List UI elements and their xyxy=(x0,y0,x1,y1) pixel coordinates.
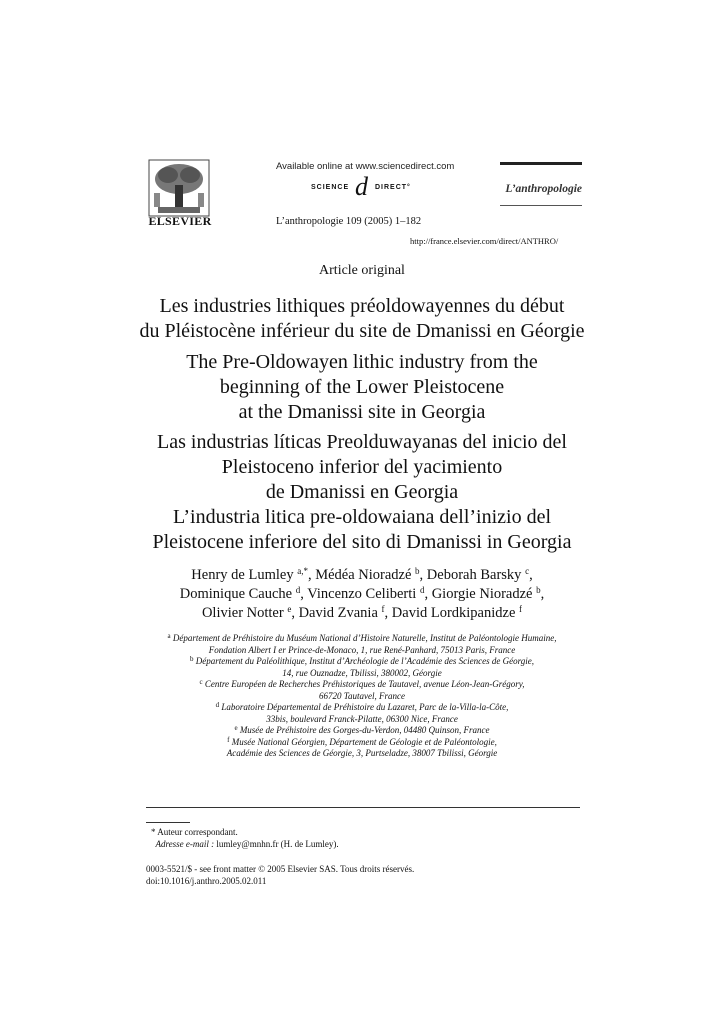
footnote-corresponding xyxy=(151,826,339,838)
author-separator: , xyxy=(307,567,316,583)
email-link[interactable]: lumley@mnhn.fr (H. de Lumley). xyxy=(216,839,339,849)
affiliation-mark: d xyxy=(215,701,220,709)
sciencedirect-logo xyxy=(311,172,431,201)
title-line: Les industries lithiques préoldowayennes du début xyxy=(159,295,565,317)
title-english xyxy=(120,350,604,425)
affiliation-line: 66720 Tautavel, France xyxy=(319,690,405,701)
footnote xyxy=(151,826,339,850)
affiliation-line xyxy=(130,737,594,749)
footnote-rule xyxy=(146,822,190,823)
author-separator: , xyxy=(384,605,392,621)
doi-line[interactable]: doi:10.1016/j.anthro.2005.02.011 xyxy=(146,876,267,886)
title-line: beginning of the Lower Pleistocene xyxy=(219,376,505,398)
title-line: du Pléistocène inférieur du site de Dmanissi en Géorgie xyxy=(139,320,585,342)
author-affiliation-mark: d xyxy=(419,585,425,595)
journal-url-link[interactable]: http://france.elsevier.com/direct/ANTHRO/ xyxy=(410,236,559,246)
author-affiliation-mark: d xyxy=(295,585,301,595)
author-list xyxy=(120,566,604,623)
affiliation-line: 33bis, boulevard Franck-Pilatte, 06300 Nice, France xyxy=(266,713,458,724)
affiliation-line: Académie des Sciences de Géorgie, 3, Purtseladze, 38007 Tbilissi, Géorgie xyxy=(226,748,498,758)
author-separator: , xyxy=(424,586,432,602)
title-line: The Pre-Oldowayen lithic industry from the xyxy=(186,351,538,373)
author-line xyxy=(120,585,604,604)
journal-reference: L’anthropologie 109 (2005) 1–182 xyxy=(276,216,422,227)
affiliation-mark: a xyxy=(167,632,171,640)
available-online-text[interactable]: Available online at www.sciencedirect.com xyxy=(276,161,455,172)
journal-brand xyxy=(500,162,582,206)
affiliation-mark: f xyxy=(227,735,230,744)
title-spanish-italian xyxy=(120,430,604,555)
email-label: Adresse e-mail : xyxy=(155,839,215,849)
author-line xyxy=(120,604,604,623)
affiliation-line: Fondation Albert I er Prince-de-Monaco, 1, rue René-Panhard, 75013 Paris, France xyxy=(208,644,516,655)
affiliation-list xyxy=(130,633,594,760)
author-name: Médéa Nioradzé xyxy=(315,567,412,583)
author-name: David Lordkipanidze xyxy=(391,605,516,621)
author-name: Dominique Cauche xyxy=(179,586,293,602)
affiliation-text: Laboratoire Départemental de Préhistoire du Lazaret, Parc de la-Villa-la-Côte, xyxy=(221,702,509,712)
affiliation-text: Musée de Préhistoire des Gorges-du-Verdon, 04480 Quinson, France xyxy=(239,725,490,735)
affiliation-text: Centre Européen de Recherches Préhistoriques de Tautavel, avenue Léon-Jean-Grégory, xyxy=(204,679,525,689)
author-separator: , xyxy=(300,586,308,602)
affiliation-line xyxy=(130,656,594,668)
title-line: Pleistocene inferiore del sito di Dmanissi in Georgia xyxy=(152,531,572,553)
sd-logo-symbol: d xyxy=(355,172,368,201)
author-affiliation-mark: f xyxy=(381,604,385,614)
author-affiliation-mark: b xyxy=(536,585,541,595)
author-affiliation-mark: f xyxy=(519,604,523,614)
author-name: Henry de Lumley xyxy=(191,567,294,583)
author-affiliation-mark: c xyxy=(525,566,530,576)
footnote-email xyxy=(151,838,339,850)
brand-rule-bottom xyxy=(500,205,582,206)
author-name: Giorgie Nioradzé xyxy=(431,586,533,602)
author-affiliation-mark: a,* xyxy=(297,566,308,576)
sd-logo-left: SCIENCE xyxy=(311,184,350,191)
affiliation-text: Département du Paléolithique, Institut d’Archéologie de l’Académie des Sciences de Géorgie, xyxy=(195,656,534,666)
author-affiliation-mark: b xyxy=(415,566,420,576)
title-line: de Dmanissi en Georgia xyxy=(265,481,459,503)
author-affiliation-mark: e xyxy=(287,604,292,614)
affiliation-line xyxy=(130,702,594,714)
journal-brand-name: L’anthropologie xyxy=(505,183,582,195)
article-type: Article original xyxy=(319,263,405,278)
author-separator: , xyxy=(529,567,533,583)
sd-logo-right: DIRECT° xyxy=(375,184,411,191)
footer-rule xyxy=(146,807,580,808)
title-line: at the Dmanissi site in Georgia xyxy=(238,401,486,423)
affiliation-line xyxy=(130,725,594,737)
title-line: Pleistoceno inferior del yacimiento xyxy=(221,456,503,478)
author-separator: , xyxy=(540,586,545,602)
title-french xyxy=(120,294,604,344)
title-line: Las industrias líticas Preolduwayanas del inicio del xyxy=(157,431,567,453)
footnote-corresponding-text: Auteur correspondant. xyxy=(157,827,238,837)
affiliation-text: Musée National Géorgien, Département de Géologie et de Paléontologie, xyxy=(231,736,497,747)
affiliation-mark: c xyxy=(199,678,203,686)
author-name: Vincenzo Celiberti xyxy=(307,586,417,602)
copyright-block xyxy=(146,863,414,887)
affiliation-line: 14, rue Ouznadze, Tbilissi, 380002, Géorgie xyxy=(282,667,442,678)
copyright-line: 0003-5521/$ - see front matter © 2005 Elsevier SAS. Tous droits réservés. xyxy=(146,864,415,874)
title-line: L’industria litica pre-oldowaiana dell’inizio del xyxy=(172,506,552,528)
publisher-name: ELSEVIER xyxy=(148,214,212,228)
author-separator: , xyxy=(419,567,427,583)
author-name: Olivier Notter xyxy=(201,605,284,621)
author-name: David Zvania xyxy=(298,605,378,621)
affiliation-mark: b xyxy=(190,655,194,663)
tree-icon xyxy=(148,159,210,217)
affiliation-mark: e xyxy=(234,724,238,732)
author-separator: , xyxy=(291,605,299,621)
author-name: Deborah Barsky xyxy=(426,567,522,583)
footnote-marker: * xyxy=(151,827,156,837)
affiliation-line xyxy=(130,679,594,691)
affiliation-line xyxy=(130,633,594,645)
brand-rule-top xyxy=(500,162,582,165)
affiliation-text: Département de Préhistoire du Muséum National d’Histoire Naturelle, Institut de Paléontologie Humaine, xyxy=(172,633,557,643)
author-line xyxy=(120,566,604,585)
